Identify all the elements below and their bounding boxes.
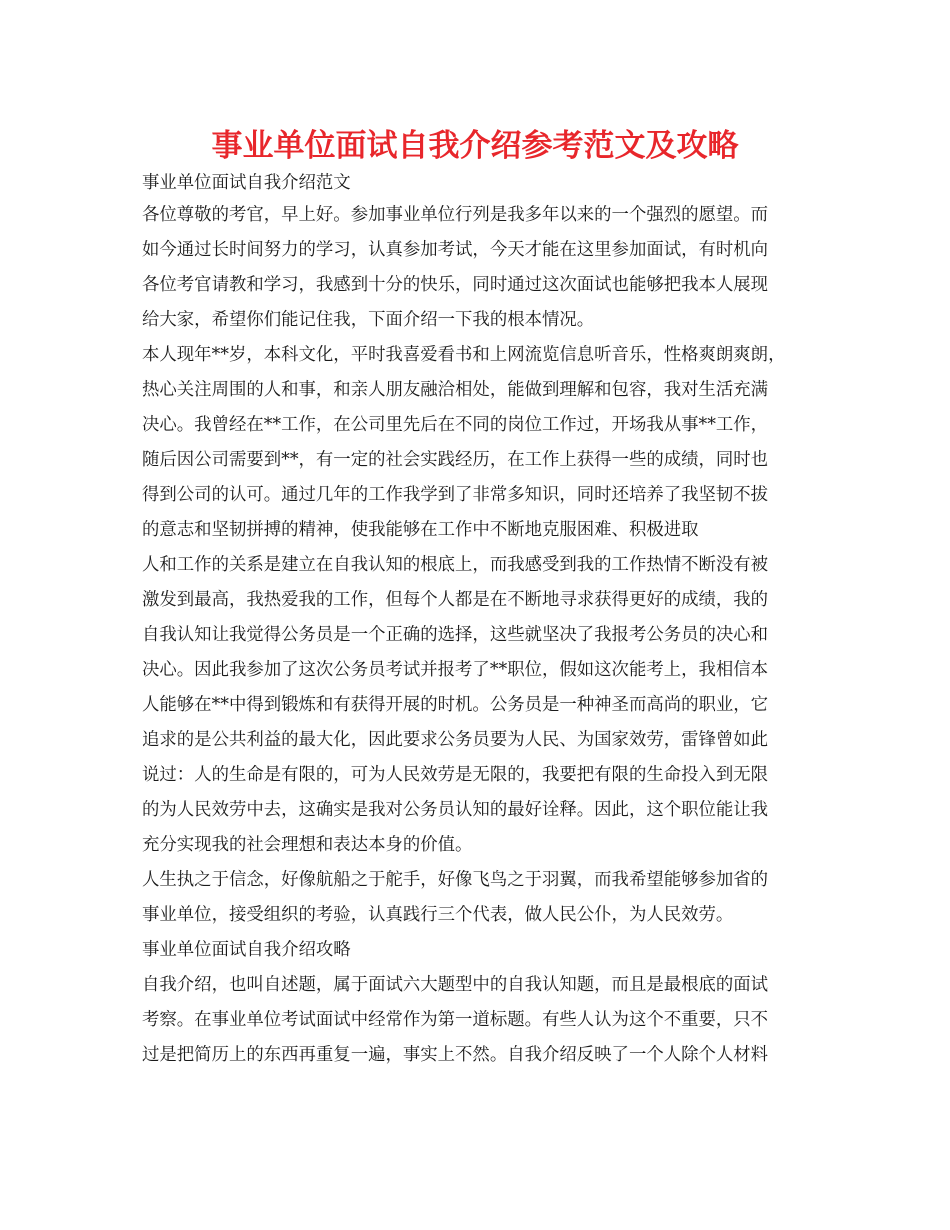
text-line: 考察。在事业单位考试面试中经常作为第一道标题。有些人认为这个不重要，只不	[142, 1010, 769, 1030]
section-heading-tips: 事业单位面试自我介绍攻略	[142, 940, 351, 960]
text-line: 事业单位，接受组织的考验，认真践行三个代表，做人民公仆，为人民效劳。	[142, 905, 734, 925]
text-line: 人和工作的关系是建立在自我认知的根底上，而我感受到我的工作热情不断没有被	[142, 555, 769, 575]
text-line: 决心。因此我参加了这次公务员考试并报考了**职位，假如这次能考上，我相信本	[142, 660, 769, 680]
text-line: 热心关注周围的人和事，和亲人朋友融洽相处，能做到理解和包容，我对生活充满	[142, 380, 769, 400]
text-line: 的为人民效劳中去，这确实是我对公务员认知的最好诠释。因此，这个职位能让我	[142, 800, 769, 820]
text-line: 自我认知让我觉得公务员是一个正确的选择，这些就坚决了我报考公务员的决心和	[142, 625, 769, 645]
document-title: 事业单位面试自我介绍参考范文及攻略	[211, 128, 739, 164]
text-line: 得到公司的认可。通过几年的工作我学到了非常多知识，同时还培养了我坚韧不拔	[142, 485, 769, 505]
text-line: 追求的是公共利益的最大化，因此要求公务员要为人民、为国家效劳，雷锋曾如此	[142, 730, 769, 750]
text-line: 如今通过长时间努力的学习，认真参加考试，今天才能在这里参加面试，有时机向	[142, 240, 769, 260]
text-line: 过是把简历上的东西再重复一遍，事实上不然。自我介绍反映了一个人除个人材料	[142, 1045, 769, 1065]
section-heading-sample: 事业单位面试自我介绍范文	[142, 173, 351, 193]
text-line: 激发到最高，我热爱我的工作，但每个人都是在不断地寻求获得更好的成绩，我的	[142, 590, 769, 610]
text-line: 决心。我曾经在**工作，在公司里先后在不同的岗位工作过，开场我从事**工作，	[142, 415, 769, 435]
text-line: 各位考官请教和学习，我感到十分的快乐，同时通过这次面试也能够把我本人展现	[142, 275, 769, 295]
text-line: 人生执之于信念，好像航船之于舵手，好像飞鸟之于羽翼，而我希望能够参加省的	[142, 870, 769, 890]
text-line: 给大家，希望你们能记住我，下面介绍一下我的根本情况。	[142, 310, 595, 330]
text-line: 自我介绍，也叫自述题，属于面试六大题型中的自我认知题，而且是最根底的面试	[142, 975, 769, 995]
text-line: 的意志和坚韧拼搏的精神，使我能够在工作中不断地克服困难、积极进取	[142, 520, 699, 540]
text-line: 人能够在**中得到锻炼和有获得开展的时机。公务员是一种神圣而高尚的职业，它	[142, 695, 769, 715]
text-line: 说过：人的生命是有限的，可为人民效劳是无限的，我要把有限的生命投入到无限	[142, 765, 769, 785]
text-line: 各位尊敬的考官，早上好。参加事业单位行列是我多年以来的一个强烈的愿望。而	[142, 205, 769, 225]
text-line: 随后因公司需要到**，有一定的社会实践经历，在工作上获得一些的成绩，同时也	[142, 450, 769, 470]
text-line: 充分实现我的社会理想和表达本身的价值。	[142, 835, 473, 855]
text-line: 本人现年**岁，本科文化，平时我喜爱看书和上网流览信息听音乐，性格爽朗爽朗，	[142, 345, 786, 365]
